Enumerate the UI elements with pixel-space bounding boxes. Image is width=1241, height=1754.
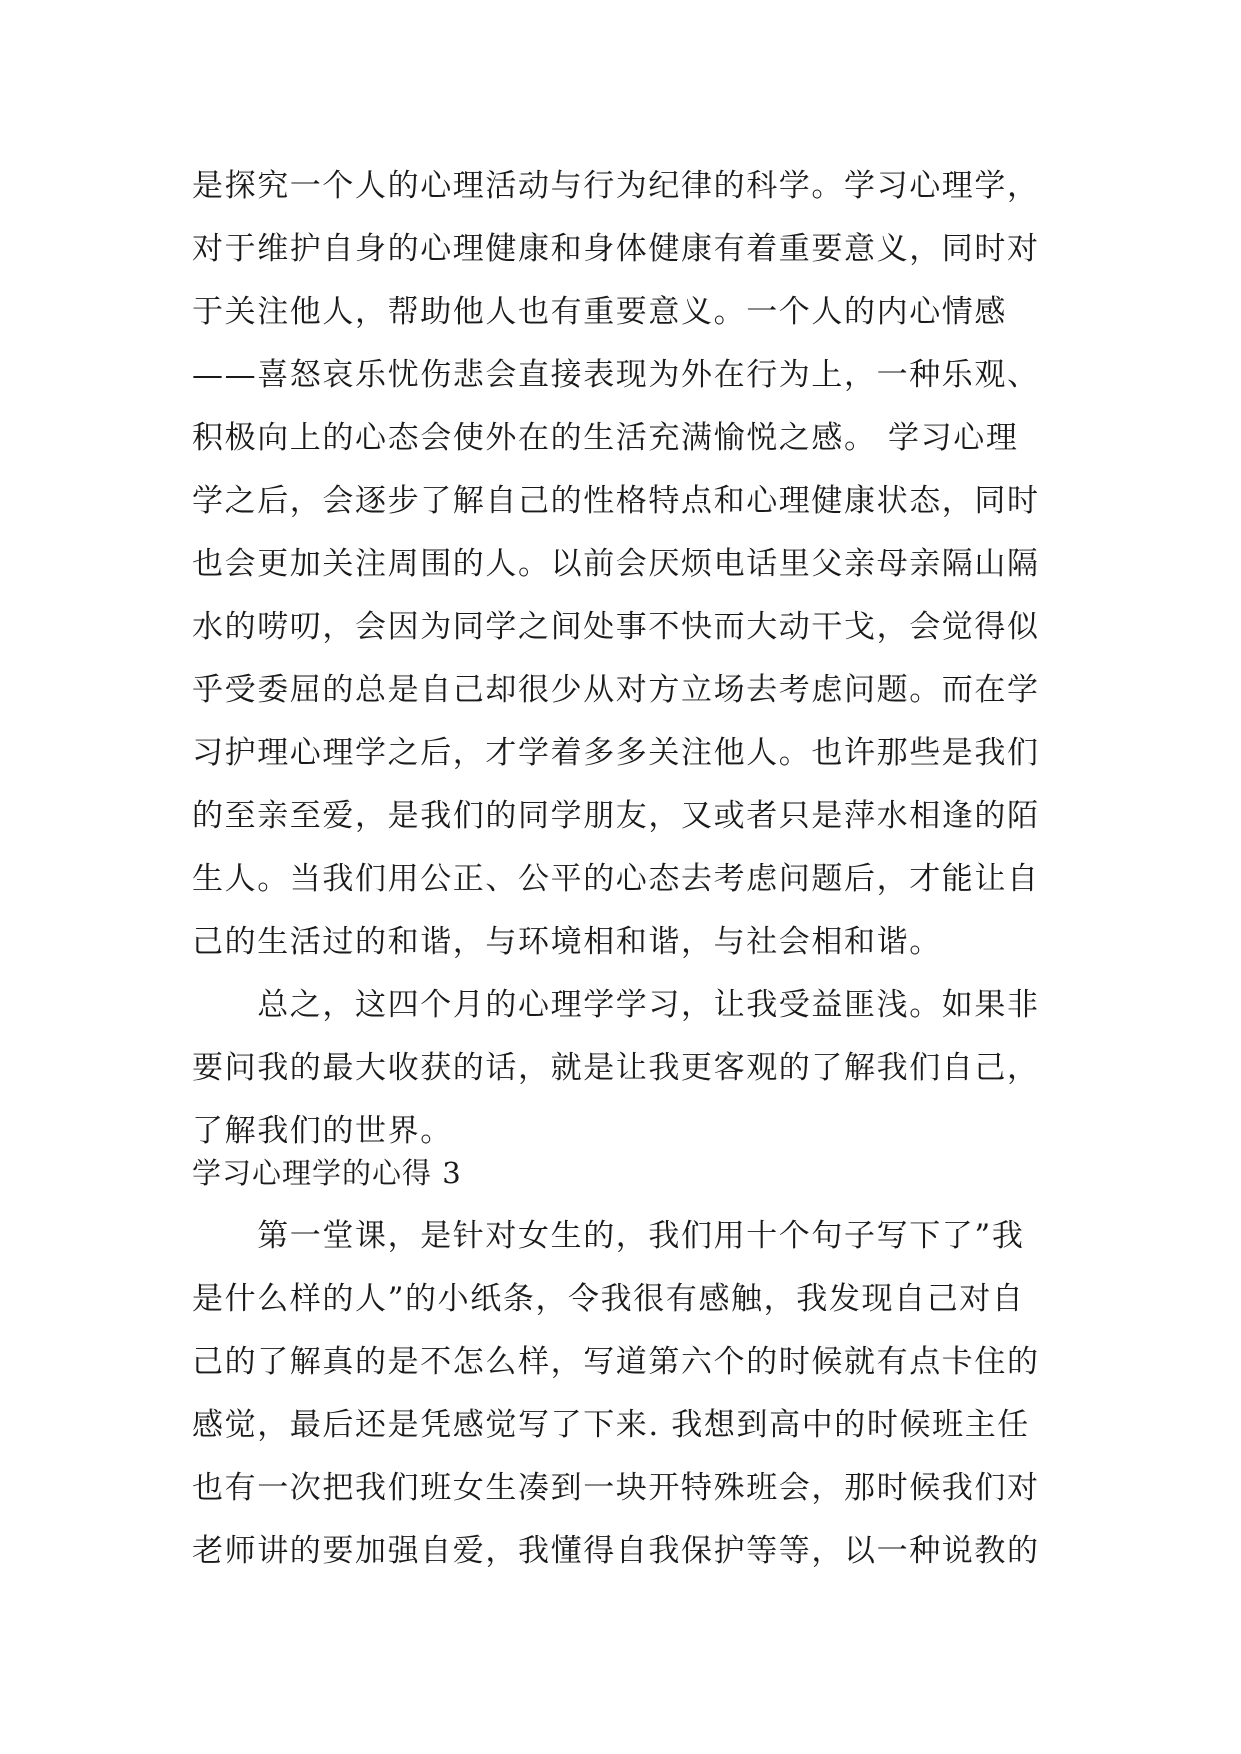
text-line: 对于维护自身的心理健康和身体健康有着重要意义，同时对: [192, 231, 1040, 267]
text-line: 总之，这四个月的心理学学习，让我受益匪浅。如果非: [192, 987, 1040, 1023]
text-line: 老师讲的要加强自爱，我懂得自我保护等等，以一种说教的: [192, 1533, 1040, 1569]
paragraph-section3: [192, 1205, 1072, 1583]
text-line: ——喜怒哀乐忧伤悲会直接表现为外在行为上，一种乐观、: [192, 357, 1040, 393]
text-line: 也会更加关注周围的人。以前会厌烦电话里父亲母亲隔山隔: [192, 546, 1040, 582]
paragraph-continuation: [192, 155, 1072, 974]
text-line: 感觉，最后还是凭感觉写了下来. 我想到高中的时候班主任: [192, 1407, 1030, 1443]
text-line: 要问我的最大收获的话，就是让我更客观的了解我们自己，: [192, 1050, 1040, 1086]
text-line: 也有一次把我们班女生凑到一块开特殊班会，那时候我们对: [192, 1470, 1040, 1506]
text-line: 的至亲至爱，是我们的同学朋友，又或者只是萍水相逢的陌: [192, 798, 1040, 834]
text-line: 于关注他人，帮助他人也有重要意义。一个人的内心情感: [192, 294, 1007, 330]
text-line: 己的了解真的是不怎么样，写道第六个的时候就有点卡住的: [192, 1344, 1040, 1380]
section-title: 学习心理学的心得 3: [192, 1156, 462, 1190]
text-line: 己的生活过的和谐，与环境相和谐，与社会相和谐。: [192, 924, 942, 960]
text-line: 了解我们的世界。: [192, 1113, 453, 1149]
text-line: 是探究一个人的心理活动与行为纪律的科学。学习心理学，: [192, 168, 1040, 204]
text-line: 积极向上的心态会使外在的生活充满愉悦之感。 学习心理: [192, 420, 1019, 456]
text-line: 生人。当我们用公正、公平的心态去考虑问题后，才能让自: [192, 861, 1040, 897]
text-line: 是什么样的人”的小纸条，令我很有感触，我发现自己对自: [192, 1281, 1025, 1317]
text-line: 学之后，会逐步了解自己的性格特点和心理健康状态，同时: [192, 483, 1040, 519]
paragraph-summary: [192, 974, 1072, 1163]
text-line: 水的唠叨，会因为同学之间处事不快而大动干戈，会觉得似: [192, 609, 1040, 645]
text-line: 第一堂课，是针对女生的，我们用十个句子写下了”我: [192, 1218, 1025, 1254]
text-line: 乎受委屈的总是自己却很少从对方立场去考虑问题。而在学: [192, 672, 1040, 708]
text-line: 习护理心理学之后，才学着多多关注他人。也许那些是我们: [192, 735, 1040, 771]
